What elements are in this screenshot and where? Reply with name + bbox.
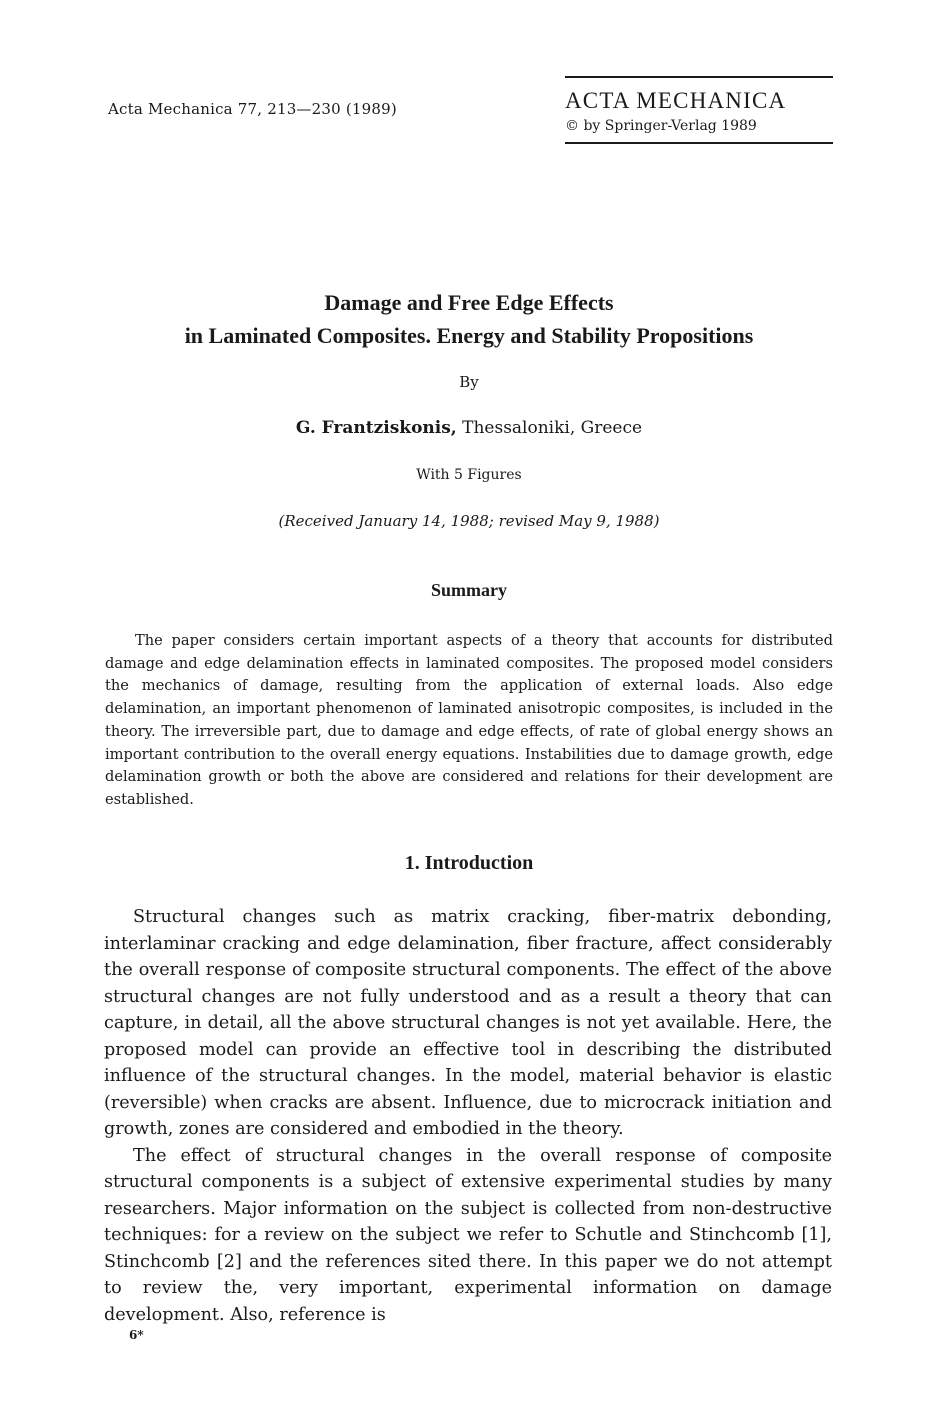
paragraph: The effect of structural changes in the overall response of composite structural components is a subject of extensive experimental studies by many researchers. Major information on the subject is collected from non-destructive techniques: for a review on the subject we refer to Schutle and Stinchcomb [1], Stinchcomb [2] and the references sited there. In this paper we do not attempt to review the, very important, experimental information on damage development. Also, reference is — [104, 1145, 832, 1325]
author-name: G. Frantziskonis, — [295, 418, 457, 438]
journal-masthead — [565, 76, 833, 144]
masthead-copyright: © by Springer-Verlag 1989 — [565, 118, 757, 134]
title-line-2: in Laminated Composites. Energy and Stability Propositions — [184, 323, 754, 348]
article-title — [0, 286, 938, 352]
paragraph: Structural changes such as matrix cracking, fiber-matrix debonding, interlaminar cracking and edge delamination, fiber fracture, affect considerably the overall response of composite structural components. The effect of the above structural changes are not fully understood and as a result a theory that can capture, in detail, all the above structural changes is not yet available. Here, the proposed model can provide an effective tool in describing the distributed influence of the structural changes. In the model, material behavior is elastic (reversible) when cracks are absent. Influence, due to microcrack initiation and growth, zones are considered and embodied in the theory. — [104, 907, 832, 1139]
page-folio: 6* — [129, 1328, 144, 1342]
author-line — [0, 418, 938, 438]
title-line-1: Damage and Free Edge Effects — [324, 290, 614, 315]
received-dates: (Received January 14, 1988; revised May 9, 1988) — [278, 512, 660, 530]
summary-text: The paper considers certain important aspects of a theory that accounts for distributed damage and edge delamination effects in laminated composites. The proposed model considers the mechanics of damage, resulting from the application of external loads. Also edge delamination, an important phenomenon of laminated anisotropic composites, is included in the theory. The irreversible part, due to damage and edge effects, of rate of global energy shows an important contribution to the overall energy equations. Instabilities due to damage growth, edge delamination growth or both the above are considered and relations for their development are established. — [105, 632, 833, 808]
journal-reference: Acta Mechanica 77, 213—230 (1989) — [108, 100, 397, 118]
author-affiliation: Thessaloniki, Greece — [462, 418, 643, 438]
introduction-body — [104, 904, 832, 1328]
summary-heading: Summary — [431, 580, 507, 600]
masthead-title: ACTA MECHANICA — [565, 88, 787, 113]
byline: By — [459, 373, 479, 391]
figures-note: With 5 Figures — [416, 467, 522, 483]
section-heading-introduction: 1. Introduction — [404, 852, 534, 874]
